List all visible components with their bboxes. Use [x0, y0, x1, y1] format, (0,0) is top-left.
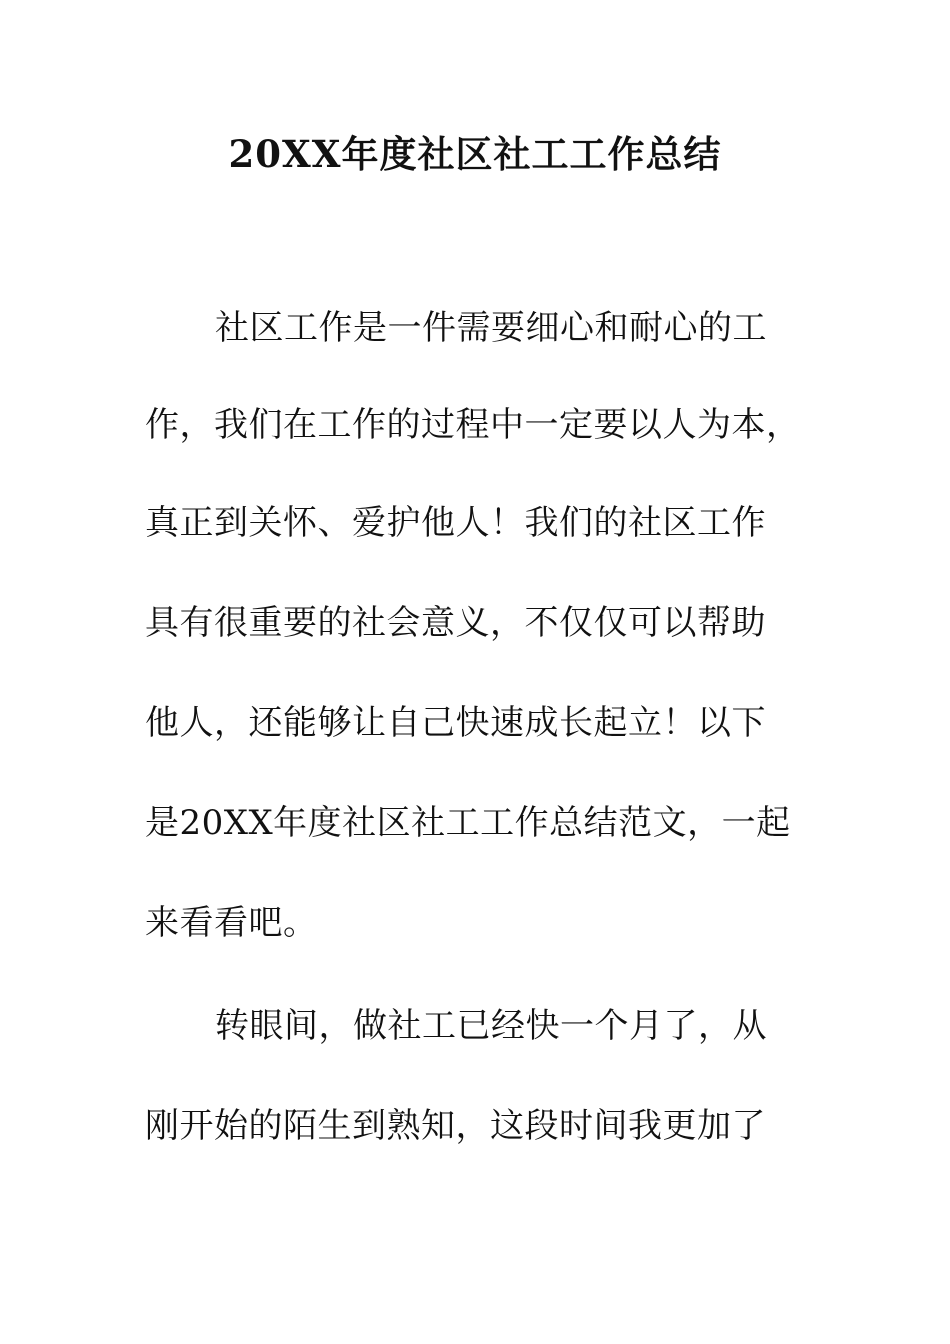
- paragraph-line: 刚开始的陌生到熟知，这段时间我更加了: [145, 1106, 766, 1146]
- paragraph-line: 转眼间，做社工已经快一个月了，从: [215, 1006, 767, 1046]
- paragraph-line: 具有很重要的社会意义，不仅仅可以帮助: [145, 603, 766, 643]
- paragraph-line: 来看看吧。: [145, 903, 318, 943]
- paragraph-line: 社区工作是一件需要细心和耐心的工: [215, 308, 767, 348]
- paragraph-line: 真正到关怀、爱护他人！我们的社区工作: [145, 503, 766, 543]
- paragraph-line: 是20XX年度社区社工工作总结范文，一起: [145, 803, 791, 843]
- paragraph-line: 他人，还能够让自己快速成长起立！以下: [145, 703, 766, 743]
- document-title: 20XX年度社区社工工作总结: [228, 132, 722, 176]
- paragraph-line: 作，我们在工作的过程中一定要以人为本，: [145, 405, 801, 445]
